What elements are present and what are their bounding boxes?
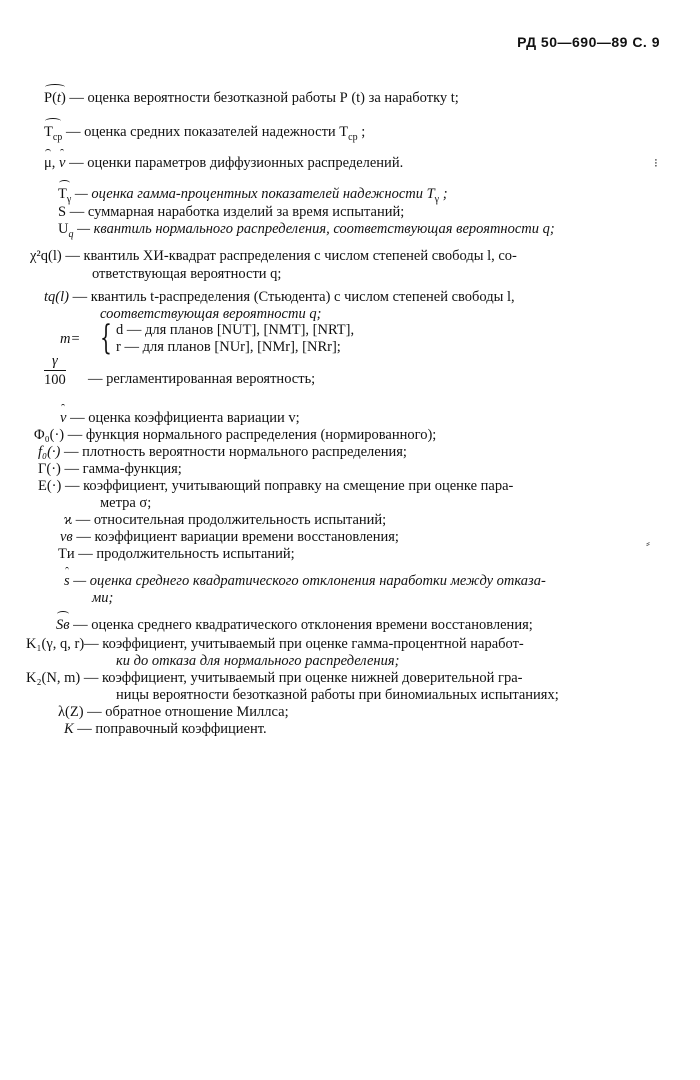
- def-k1-cont: ки до отказа для нормального распределения;: [116, 653, 400, 669]
- def-v-coef: [60, 410, 300, 427]
- def-symbol: $T_{ср}$: [44, 124, 62, 146]
- def-text: — поправочный коэффициент.: [73, 721, 267, 737]
- margin-mark-dot: ⁝: [654, 156, 658, 170]
- def-text: — квантиль ХИ-квадрат распределения с числом степеней свободы l, со-: [61, 248, 517, 264]
- def-text: — продолжительность испытаний;: [74, 546, 295, 562]
- def-p-of-t: [44, 90, 459, 107]
- def-k2: [26, 670, 522, 687]
- def-symbol: Φ₀(·): [34, 427, 65, 443]
- def-symbol: Tи: [58, 546, 75, 562]
- def-symbol: tq(l): [44, 289, 69, 305]
- margin-mark-squiggle: ⸗: [646, 536, 650, 550]
- def-text: — оценка среднего квадратического отклонения наработки между отказа-: [69, 573, 546, 589]
- def-s-total: [58, 204, 404, 221]
- fraction-gamma-100: $\frac{\gamma}{100}$: [44, 353, 66, 388]
- def-text: — оценка вероятности безотказной работы Р (t) за наработку t;: [65, 90, 459, 106]
- def-chi-square: [30, 248, 517, 265]
- def-symbol: P(t): [44, 90, 66, 106]
- plans-row-d: d — для планов [NUT], [NMT], [NRT],: [116, 322, 355, 338]
- def-symbol: vв: [60, 529, 73, 545]
- def-text: — оценка средних показателей надежности T: [62, 124, 349, 140]
- def-symbol: χ²q(l): [30, 248, 62, 264]
- def-text: — квантиль нормального распределения, соответствующая вероятности q;: [73, 221, 555, 237]
- def-k-correction: [64, 721, 267, 738]
- def-symbol: Γ(·): [38, 461, 61, 477]
- def-symbol: ϰ: [64, 512, 73, 528]
- def-symbol: v: [60, 410, 67, 426]
- def-symbol: Sв: [56, 617, 70, 633]
- def-symbol: λ(Z): [58, 704, 84, 720]
- def-k1: [26, 636, 524, 653]
- def-k2-cont: ницы вероятности безотказной работы при биномиальных испытаниях;: [116, 687, 559, 703]
- def-kappa: [64, 512, 386, 529]
- m-symbol: m=: [60, 331, 81, 347]
- def-e-cont: метра σ;: [100, 495, 152, 511]
- def-text: — суммарная наработка изделий за время испытаний;: [66, 204, 405, 220]
- plans-row-r: r — для планов [NUr], [NMr], [NRr];: [116, 339, 341, 355]
- def-text: — коэффициент, учитывающий поправку на смещение при оценке пара-: [61, 478, 514, 494]
- def-mu-v: μ, v — оценки параметров диффузионных распределений.: [44, 155, 404, 171]
- def-v-restore: [60, 529, 399, 546]
- def-symbol: $U_q$: [58, 221, 74, 240]
- def-text: — относительная продолжительность испытаний;: [72, 512, 387, 528]
- def-text: — квантиль t-распределения (Стьюдента) с числом степеней свободы l,: [68, 289, 515, 305]
- def-symbol: K₁(γ, q, r): [26, 636, 85, 652]
- def-s-hat: [64, 573, 546, 590]
- def-text: — плотность вероятности нормального распределения;: [60, 444, 407, 460]
- def-s-restore: [56, 617, 533, 634]
- def-symbol: E(·): [38, 478, 62, 494]
- def-f0: [38, 444, 407, 461]
- def-s-hat-cont: ми;: [92, 590, 114, 606]
- def-t-gamma: $T_\gamma$ — оценка гамма-процентных показателей надежности $T_\gamma$ ;: [58, 186, 448, 208]
- def-symbol: f₀(·): [38, 444, 61, 460]
- def-e: [38, 478, 513, 495]
- def-t-quantile: [44, 289, 515, 306]
- def-u-q: [58, 221, 555, 243]
- def-lambda: [58, 704, 289, 721]
- def-text: — оценка среднего квадратического отклонения времени восстановления;: [69, 617, 533, 633]
- def-symbol: s: [64, 573, 70, 589]
- def-t-test: [58, 546, 295, 563]
- def-text: — коэффициент вариации времени восстановления;: [72, 529, 399, 545]
- def-text: — коэффициент, учитываемый при оценке гамма-процентной наработ-: [84, 636, 524, 652]
- def-text: — оценка коэффициента вариации v;: [66, 410, 300, 426]
- brace-glyph: {: [100, 318, 112, 358]
- def-symbol: μ: [44, 155, 52, 171]
- fraction-text: — регламентированная вероятность;: [88, 371, 316, 387]
- def-symbol: K: [64, 721, 74, 737]
- def-symbol: $T_\gamma$: [58, 186, 71, 208]
- def-t-quantile-cont: соответствующая вероятности q;: [100, 306, 322, 322]
- def-symbol: K₂(N, m): [26, 670, 81, 686]
- def-text: — гамма-функция;: [60, 461, 182, 477]
- def-text: — обратное отношение Миллса;: [83, 704, 289, 720]
- page-header: РД 50—690—89 С. 9: [517, 34, 660, 50]
- def-symbol: S: [58, 204, 67, 220]
- def-t-mean: $T_{ср}$ — оценка средних показателей надежности $T_{ср}$ ;: [44, 124, 365, 146]
- def-chi-square-cont: ответствующая вероятности q;: [92, 266, 282, 282]
- def-text: — оценка гамма-процентных показателей надежности T: [71, 186, 435, 202]
- def-text: — функция нормального распределения (нормированного);: [64, 427, 437, 443]
- def-text: — оценки параметров диффузионных распределений.: [65, 155, 404, 171]
- def-text: — коэффициент, учитываемый при оценке нижней доверительной гра-: [80, 670, 523, 686]
- def-gamma-function: [38, 461, 182, 478]
- def-phi0: [34, 427, 436, 444]
